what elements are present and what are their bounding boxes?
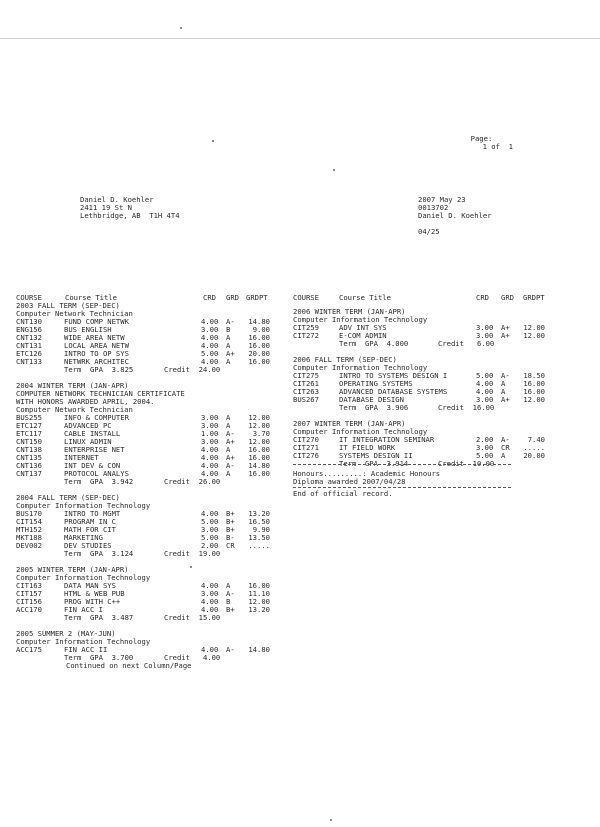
course-row — [16, 646, 291, 654]
course-grade: A- — [226, 645, 235, 654]
header-grdpt: GRDPT — [246, 293, 268, 302]
course-credit: 5.00 — [201, 533, 219, 542]
course-title: ENTERPRISE NET — [64, 445, 125, 454]
course-credit: 3.00 — [201, 589, 219, 598]
scan-speck — [180, 27, 182, 29]
course-row — [293, 332, 568, 340]
course-title: PROTOCOL ANALYS — [64, 469, 129, 478]
course-gradepoints: 20.00 — [523, 451, 545, 460]
section-text: Computer Information Technology — [293, 427, 428, 436]
divider-top — [293, 464, 511, 465]
diploma-line: Diploma awarded 2007/04/28 — [293, 477, 406, 486]
course-title: WIDE AREA NETW — [64, 333, 125, 342]
course-title: INTERNET — [64, 453, 99, 462]
header-course: COURSE — [293, 293, 319, 302]
course-gradepoints: 16.00 — [248, 453, 270, 462]
section-text: 2004 WINTER TERM (JAN-APR) — [16, 381, 129, 390]
course-credit: 4.00 — [201, 469, 219, 478]
course-gradepoints: 16.00 — [523, 387, 545, 396]
course-grade: A — [226, 581, 231, 590]
header-grd: GRD — [501, 293, 514, 302]
course-credit: 3.00 — [201, 421, 219, 430]
course-grade: A — [226, 413, 231, 422]
course-gradepoints: 12.00 — [523, 395, 545, 404]
course-title: DATABASE DESIGN — [339, 395, 404, 404]
page-number: 1 of 1 — [482, 142, 513, 151]
course-code: CIT157 — [16, 589, 42, 598]
course-grade: A- — [226, 429, 235, 438]
course-gradepoints: 12.00 — [248, 437, 270, 446]
course-grade: B+ — [226, 605, 235, 614]
end-of-record: End of official record. — [293, 489, 393, 498]
header-title: Course Title — [339, 293, 391, 302]
course-grade: CR — [226, 541, 235, 550]
course-gradepoints: 7.40 — [527, 435, 545, 444]
record-info — [418, 196, 492, 236]
course-title: INT DEV & CON — [64, 461, 121, 470]
course-gradepoints: 16.00 — [248, 357, 270, 366]
course-grade: A- — [501, 371, 510, 380]
course-row — [16, 318, 291, 326]
section-text: Computer Information Technology — [293, 315, 428, 324]
section-text: 2004 FALL TERM (SEP-DEC) — [16, 493, 120, 502]
course-row — [16, 470, 291, 478]
course-title: IT INTEGRATION SEMINAR — [339, 435, 435, 444]
course-gradepoints: 16.00 — [523, 379, 545, 388]
course-code: CIT259 — [293, 323, 319, 332]
course-grade: A+ — [226, 437, 235, 446]
course-gradepoints: 12.00 — [523, 323, 545, 332]
course-gradepoints: 20.00 — [248, 349, 270, 358]
section-text: WITH HONORS AWARDED APRIL, 2004. — [16, 397, 155, 406]
term-gpa-row — [16, 366, 291, 374]
student-address — [80, 196, 180, 220]
course-code: MTH152 — [16, 525, 42, 534]
course-title: LINUX ADMIN — [64, 437, 112, 446]
page-label: Page: — [470, 134, 493, 143]
course-code: ACC170 — [16, 605, 42, 614]
term-credit: Credit 6.00 — [438, 339, 495, 348]
course-grade: A — [226, 341, 231, 350]
section-text: Computer Information Technology — [16, 573, 151, 582]
course-title: MATH FOR CIT — [64, 525, 116, 534]
course-code: CIT154 — [16, 517, 42, 526]
term-gpa: Term GPA 3.906 — [339, 403, 409, 412]
course-credit: 4.00 — [476, 387, 494, 396]
term-gpa: Term GPA 3.700 — [64, 653, 134, 662]
course-title: PROGRAM IN C — [64, 517, 116, 526]
course-code: CIT156 — [16, 597, 42, 606]
course-gradepoints: ..... — [523, 443, 545, 452]
course-gradepoints: 12.00 — [248, 597, 270, 606]
divider-bottom — [293, 487, 511, 488]
term-gpa: Term GPA 3.487 — [64, 613, 134, 622]
course-row — [293, 396, 568, 404]
course-title: LOCAL AREA NETW — [64, 341, 129, 350]
course-code: ACC175 — [16, 645, 42, 654]
course-title: HTML & WEB PUB — [64, 589, 125, 598]
course-grade: B — [226, 325, 231, 334]
course-credit: 4.00 — [201, 445, 219, 454]
course-code: CIT270 — [293, 435, 319, 444]
course-grade: A+ — [226, 453, 235, 462]
course-grade: B+ — [226, 517, 235, 526]
course-title: DEV STUDIES — [64, 541, 112, 550]
course-credit: 4.00 — [476, 379, 494, 388]
term-gpa: Term GPA 3.942 — [64, 477, 134, 486]
course-grade: A- — [226, 317, 235, 326]
course-title: E-COM ADMIN — [339, 331, 387, 340]
section-text: Computer Network Technician — [16, 405, 133, 414]
header-crd: CRD — [476, 293, 489, 302]
course-title: CABLE INSTALL — [64, 429, 121, 438]
header-title: Course Title — [65, 293, 117, 302]
course-gradepoints: 16.00 — [248, 341, 270, 350]
course-code: ETC127 — [16, 421, 42, 430]
course-credit: 5.00 — [476, 451, 494, 460]
course-gradepoints: 16.00 — [248, 333, 270, 342]
course-credit: 3.00 — [201, 413, 219, 422]
term-gpa: Term GPA 3.825 — [64, 365, 134, 374]
course-code: CNT136 — [16, 461, 42, 470]
section-text: COMPUTER NETWORK TECHNICIAN CERTIFICATE — [16, 389, 185, 398]
course-grade: A- — [501, 435, 510, 444]
course-credit: 4.00 — [201, 605, 219, 614]
course-code: CNT130 — [16, 317, 42, 326]
course-title: BUS ENGLISH — [64, 325, 112, 334]
course-credit: 4.00 — [201, 597, 219, 606]
course-grade: A — [501, 387, 506, 396]
course-gradepoints: 16.50 — [248, 517, 270, 526]
course-credit: 3.00 — [476, 323, 494, 332]
course-title: ADV INT SYS — [339, 323, 387, 332]
course-credit: 4.00 — [201, 453, 219, 462]
record-date: 2007 May 23 — [418, 195, 466, 204]
course-grade: A+ — [501, 323, 510, 332]
course-title: INTRO TO SYSTEMS DESIGN I — [339, 371, 448, 380]
header-grd: GRD — [226, 293, 239, 302]
course-gradepoints: 13.50 — [248, 533, 270, 542]
course-code: CIT263 — [293, 387, 319, 396]
scan-speck — [333, 169, 335, 171]
section-text: 2006 FALL TERM (SEP-DEC) — [293, 355, 397, 364]
course-code: CIT271 — [293, 443, 319, 452]
course-grade: B — [226, 597, 231, 606]
course-gradepoints: 14.80 — [248, 461, 270, 470]
course-title: FUND COMP NETWK — [64, 317, 129, 326]
course-grade: CR — [501, 443, 510, 452]
course-credit: 4.00 — [201, 341, 219, 350]
term-gpa: Term GPA 3.914 — [339, 459, 409, 468]
section-text: 2007 WINTER TERM (JAN-APR) — [293, 419, 406, 428]
course-credit: 3.00 — [201, 525, 219, 534]
course-credit: 4.00 — [201, 357, 219, 366]
course-grade: A — [226, 469, 231, 478]
course-row — [16, 422, 291, 430]
course-code: ETC126 — [16, 349, 42, 358]
course-title: PROG WITH C++ — [64, 597, 121, 606]
term-credit: Credit 24.00 — [164, 365, 221, 374]
course-credit: 4.00 — [201, 581, 219, 590]
term-gpa-row — [16, 550, 291, 558]
course-code: CNT135 — [16, 453, 42, 462]
term-credit: Credit 15.00 — [164, 613, 221, 622]
course-gradepoints: 14.80 — [248, 317, 270, 326]
course-code: CNT133 — [16, 357, 42, 366]
course-grade: A+ — [501, 331, 510, 340]
course-code: CIT272 — [293, 331, 319, 340]
section-text: Computer Network Technician — [16, 309, 133, 318]
section-text: 2003 FALL TERM (SEP-DEC) — [16, 301, 120, 310]
course-grade: B+ — [226, 525, 235, 534]
scan-edge-line — [0, 38, 600, 39]
course-title: INTRO TO MGMT — [64, 509, 121, 518]
course-title: INFO & COMPUTER — [64, 413, 129, 422]
course-credit: 5.00 — [476, 371, 494, 380]
course-credit: 5.00 — [201, 517, 219, 526]
course-grade: A — [226, 357, 231, 366]
term-gpa: Term GPA 3.124 — [64, 549, 134, 558]
course-credit: 3.00 — [476, 395, 494, 404]
term-credit: Credit 26.00 — [164, 477, 221, 486]
term-gpa: Term GPA 4.000 — [339, 339, 409, 348]
course-code: CNT138 — [16, 445, 42, 454]
course-code: ENG156 — [16, 325, 42, 334]
section-text: 2006 WINTER TERM (JAN-APR) — [293, 307, 406, 316]
course-credit: 3.00 — [476, 331, 494, 340]
course-title: ADVANCED PC — [64, 421, 112, 430]
course-title: FIN ACC I — [64, 605, 103, 614]
page-indicator — [462, 127, 513, 151]
course-row — [16, 358, 291, 366]
course-gradepoints: 3.70 — [252, 429, 270, 438]
section-text: 2005 WINTER TERM (JAN-APR) — [16, 565, 129, 574]
course-credit: 4.00 — [201, 461, 219, 470]
record-code: 04/25 — [418, 227, 440, 236]
course-grade: A — [501, 379, 506, 388]
course-credit: 3.00 — [201, 437, 219, 446]
course-title: NETWRK ARCHITEC — [64, 357, 129, 366]
course-row — [16, 606, 291, 614]
term-credit: Credit 19.00 — [164, 549, 221, 558]
course-credit: 4.00 — [201, 317, 219, 326]
address-line: Daniel D. Koehler — [80, 195, 154, 204]
course-gradepoints: 18.50 — [523, 371, 545, 380]
course-grade: A — [501, 451, 506, 460]
course-grade: B+ — [226, 509, 235, 518]
course-credit: 5.00 — [201, 349, 219, 358]
course-code: BUS170 — [16, 509, 42, 518]
course-gradepoints: 16.00 — [248, 469, 270, 478]
course-grade: A+ — [501, 395, 510, 404]
section-text: Computer Information Technology — [16, 501, 151, 510]
course-gradepoints: 11.10 — [248, 589, 270, 598]
course-code: CNT131 — [16, 341, 42, 350]
course-title: OPERATING SYSTEMS — [339, 379, 413, 388]
course-code: CIT276 — [293, 451, 319, 460]
course-title: DATA MAN SYS — [64, 581, 116, 590]
course-credit: 4.00 — [201, 509, 219, 518]
course-gradepoints: 14.80 — [248, 645, 270, 654]
course-gradepoints: 16.00 — [248, 445, 270, 454]
course-gradepoints: 12.00 — [248, 421, 270, 430]
course-code: CNT132 — [16, 333, 42, 342]
term-gpa-row — [16, 478, 291, 486]
course-code: DEV002 — [16, 541, 42, 550]
course-gradepoints: 12.00 — [248, 413, 270, 422]
header-crd: CRD — [203, 293, 216, 302]
course-code: BUS267 — [293, 395, 319, 404]
course-credit: 2.00 — [201, 541, 219, 550]
address-line: 2411 19 St N — [80, 203, 132, 212]
course-code: MKT188 — [16, 533, 42, 542]
course-title: SYSTEMS DESIGN II — [339, 451, 413, 460]
course-gradepoints: 9.90 — [252, 525, 270, 534]
course-credit: 3.00 — [201, 325, 219, 334]
course-credit: 4.00 — [201, 645, 219, 654]
course-title: INTRO TO OP SYS — [64, 349, 129, 358]
course-row — [16, 518, 291, 526]
course-gradepoints: ..... — [248, 541, 270, 550]
course-title: IT FIELD WORK — [339, 443, 396, 452]
course-code: CNT137 — [16, 469, 42, 478]
course-title: ADVANCED DATABASE SYSTEMS — [339, 387, 448, 396]
scan-speck — [212, 140, 214, 142]
course-grade: A- — [226, 461, 235, 470]
scan-speck — [330, 819, 332, 821]
course-gradepoints: 13.20 — [248, 509, 270, 518]
course-grade: A- — [226, 589, 235, 598]
continued-note: Continued on next Column/Page — [66, 661, 192, 670]
term-gpa-row — [16, 614, 291, 622]
course-code: ETC117 — [16, 429, 42, 438]
header-course: COURSE — [16, 293, 42, 302]
section-text: Computer Information Technology — [293, 363, 428, 372]
course-grade: B- — [226, 533, 235, 542]
course-code: BUS255 — [16, 413, 42, 422]
term-credit: Credit 10.00 — [438, 459, 495, 468]
course-credit: 4.00 — [201, 333, 219, 342]
student-id: 0013702 — [418, 203, 449, 212]
honours-line: Honours.........: Academic Honours — [293, 469, 441, 478]
course-gradepoints: 16.00 — [248, 581, 270, 590]
course-title: FIN ACC II — [64, 645, 108, 654]
course-grade: A — [226, 333, 231, 342]
student-name: Daniel D. Koehler — [418, 211, 492, 220]
course-title: MARKETING — [64, 533, 103, 542]
course-code: CIT275 — [293, 371, 319, 380]
course-credit: 3.00 — [476, 443, 494, 452]
course-row — [293, 452, 568, 460]
course-gradepoints: 12.00 — [523, 331, 545, 340]
course-row — [16, 542, 291, 550]
course-credit: 1.00 — [201, 429, 219, 438]
term-credit: Credit 16.00 — [438, 403, 495, 412]
course-code: CIT163 — [16, 581, 42, 590]
course-gradepoints: 13.20 — [248, 605, 270, 614]
term-credit: Credit 4.00 — [164, 653, 221, 662]
course-code: CIT261 — [293, 379, 319, 388]
section-text: Computer Information Technology — [16, 637, 151, 646]
course-grade: A — [226, 421, 231, 430]
header-grdpt: GRDPT — [523, 293, 545, 302]
term-gpa-row — [293, 340, 568, 348]
term-gpa-row — [293, 404, 568, 412]
course-credit: 2.00 — [476, 435, 494, 444]
section-text: 2005 SUMMER 2 (MAY-JUN) — [16, 629, 116, 638]
right-column-header — [293, 294, 563, 302]
address-line: Lethbridge, AB T1H 4T4 — [80, 211, 180, 220]
course-gradepoints: 9.00 — [252, 325, 270, 334]
course-grade: A — [226, 445, 231, 454]
course-code: CNT150 — [16, 437, 42, 446]
course-grade: A+ — [226, 349, 235, 358]
